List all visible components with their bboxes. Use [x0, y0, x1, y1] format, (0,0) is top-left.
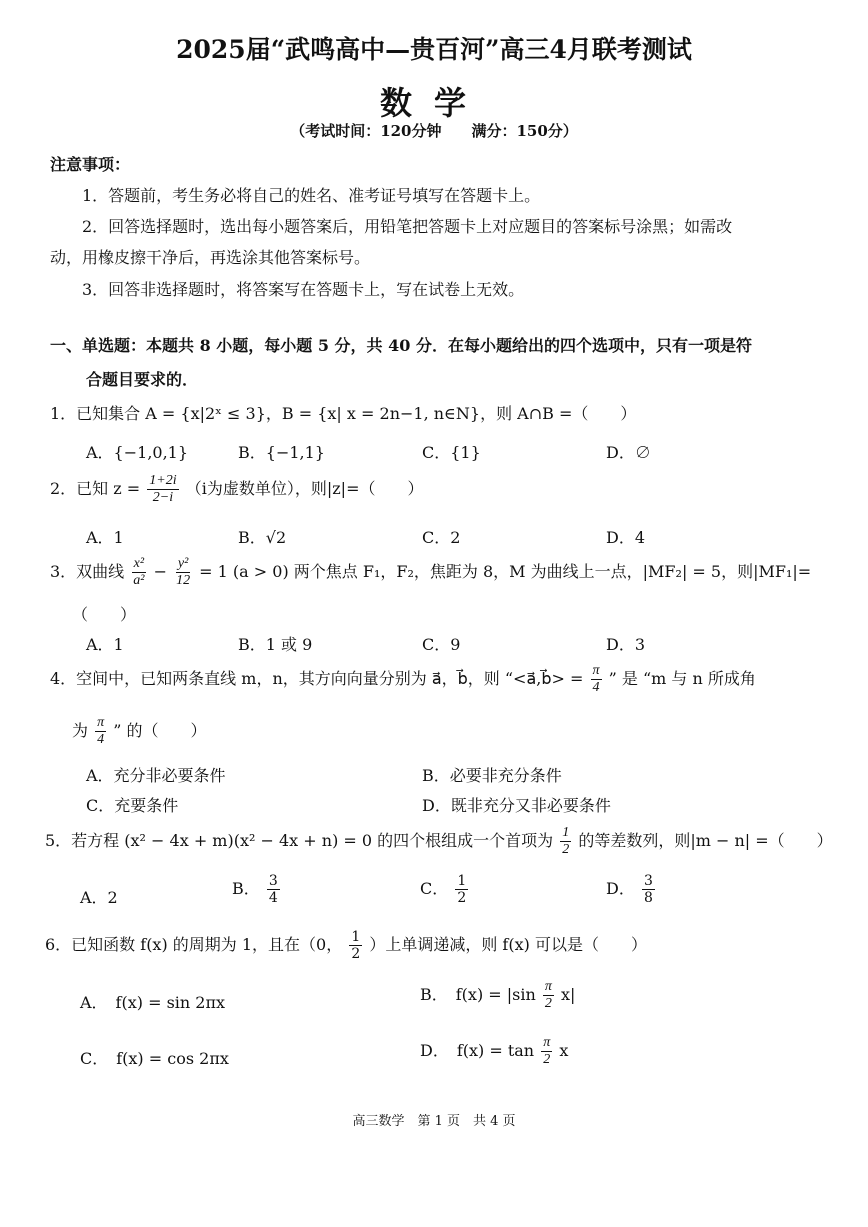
q2-denominator: 2−i [152, 490, 174, 505]
q2-option-c: C．2 [422, 528, 461, 547]
q1-option-d: D．∅ [606, 443, 651, 462]
notice-item-3: 3．回答非选择题时，将答案写在答题卡上，写在试卷上无效。 [82, 280, 525, 299]
q3-option-c: C．9 [422, 635, 461, 654]
q4-option-d: D．既非充分又非必要条件 [422, 796, 611, 815]
q2-stem-pre: 2．已知 z = [50, 479, 141, 498]
q1-stem: 1．已知集合 A = {x|2ˣ ≤ 3}，B = {x| x = 2n−1, n∈N}，则 A∩B =（ ） [50, 404, 637, 423]
q5-stem-pre: 5．若方程 (x² − 4x + m)(x² − 4x + n) = 0 的四个根组成一个首项为 [45, 831, 554, 850]
q3-option-b: B．1 或 9 [238, 635, 313, 654]
q5-option-c-numerator: 1 [457, 873, 467, 889]
notice-heading: 注意事项： [50, 155, 131, 174]
q3-option-a: A．1 [86, 635, 124, 654]
section-heading-a: 一、单选题：本题共 8 小题，每小题 5 分，共 40 分．在每小题给出的四个选项中，只有一项是符 [50, 336, 752, 355]
q5-option-c-fraction [455, 874, 468, 905]
q5-option-a: A．2 [80, 888, 118, 907]
q6-option-b-denominator: 2 [544, 996, 552, 1011]
q3-fraction-2 [174, 557, 192, 588]
q4-option-b: B．必要非充分条件 [422, 766, 562, 785]
notice-item-2b: 动，用橡皮擦干净后，再选涂其他答案标号。 [50, 248, 371, 267]
q2-option-b: B．√2 [238, 528, 287, 547]
q6-option-b-post: x| [561, 985, 576, 1004]
notice-item-2a: 2．回答选择题时，选出每小题答案后，用铅笔把答题卡上对应题目的答案标号涂黑；如需改 [82, 217, 733, 236]
q3-numerator-2: y² [177, 556, 189, 571]
page-footer: 高三数学 第 1 页 共 4 页 [352, 1114, 516, 1129]
q5-option-d-denominator: 8 [643, 890, 653, 906]
q5-option-c-denominator: 2 [457, 890, 467, 906]
q6-option-b-pre: B． f(x) = |sin [420, 985, 536, 1004]
q3-option-d: D．3 [606, 635, 646, 654]
q4-denominator: 4 [592, 680, 600, 695]
q4-stem-pre: 4．空间中，已知两条直线 m，n，其方向向量分别为 a⃗，b⃗，则 “<a⃗,b⃗> = [50, 669, 584, 688]
q5-option-d-label: D． [606, 879, 635, 898]
q4-line2-pre: 为 [72, 721, 89, 740]
q5-option-c [420, 874, 470, 905]
q6-option-c: C． f(x) = cos 2πx [80, 1049, 229, 1068]
q5-option-b [232, 874, 282, 905]
q3-denominator-2: 12 [176, 573, 191, 588]
q4-line2-post: ” 的（ ） [113, 721, 207, 740]
q5-option-b-denominator: 4 [268, 890, 278, 906]
q6-denominator: 2 [351, 946, 361, 962]
q2-option-a: A．1 [86, 528, 124, 547]
q5-fraction [560, 826, 571, 857]
q5-stem [45, 826, 833, 857]
q4-fraction [591, 664, 602, 695]
q2-stem [50, 474, 423, 505]
q5-option-d-numerator: 3 [643, 873, 653, 889]
q4-stem-post: ” 是 “m 与 n 所成角 [608, 669, 756, 688]
q2-fraction [147, 474, 178, 505]
q1-option-a: A．{−1,0,1} [86, 443, 189, 462]
q2-numerator: 1+2i [149, 473, 177, 488]
q5-numerator: 1 [562, 825, 570, 840]
q2-option-d: D．4 [606, 528, 646, 547]
q6-option-d-pre: D． f(x) = tan [420, 1041, 535, 1060]
q6-option-d-fraction [541, 1036, 552, 1067]
q5-option-b-numerator: 3 [268, 873, 278, 889]
q6-option-b [420, 980, 575, 1011]
q3-stem [50, 557, 811, 588]
q1-option-c: C．{1} [422, 443, 481, 462]
q5-option-c-label: C． [420, 879, 449, 898]
q6-option-b-numerator: π [544, 979, 552, 994]
q6-fraction [349, 930, 362, 961]
q6-numerator: 1 [351, 929, 361, 945]
q6-stem-post: ）上单调递减，则 f(x) 可以是（ ） [369, 935, 647, 954]
q6-option-d-numerator: π [543, 1035, 551, 1050]
exam-info: （考试时间：120分钟 满分：150分） [290, 122, 578, 140]
q6-stem [45, 930, 647, 961]
q6-option-d [420, 1036, 568, 1067]
q4-line2-denominator: 4 [97, 732, 105, 747]
q2-stem-post: （i为虚数单位），则|z|=（ ） [185, 479, 424, 498]
q4-line2-numerator: π [97, 715, 105, 730]
q5-stem-post: 的等差数列，则|m − n| =（ ） [578, 831, 833, 850]
q3-denominator-1: a² [133, 573, 145, 588]
q3-stem-line2: （ ） [72, 605, 137, 624]
q5-denominator: 2 [562, 842, 570, 857]
q4-numerator: π [592, 663, 600, 678]
q4-stem [50, 664, 756, 695]
q3-stem-post: = 1 (a > 0) 两个焦点 F₁，F₂，焦距为 8，M 为曲线上一点，|MF₂| = 5，则|MF₁|= [199, 562, 812, 581]
q5-option-d-fraction [642, 874, 655, 905]
q4-line2-fraction [95, 716, 106, 747]
q3-minus: − [153, 562, 167, 581]
q4-option-a: A．充分非必要条件 [86, 766, 226, 785]
q6-stem-pre: 6．已知函数 f(x) 的周期为 1，且在（0， [45, 935, 343, 954]
q6-option-b-fraction [543, 980, 554, 1011]
subject-title: 数学 [379, 84, 488, 122]
q5-option-b-fraction [267, 874, 280, 905]
notice-item-1: 1．答题前，考生务必将自己的姓名、准考证号填写在答题卡上。 [82, 186, 541, 205]
section-heading-b: 合题目要求的． [86, 370, 199, 389]
q6-option-d-post: x [559, 1041, 569, 1060]
q6-option-d-denominator: 2 [543, 1052, 551, 1067]
q4-option-c: C．充要条件 [86, 796, 179, 815]
exam-title: 2025届“武鸣高中—贵百河”高三4月联考测试 [176, 35, 692, 64]
q3-stem-pre: 3．双曲线 [50, 562, 125, 581]
q1-option-b: B．{−1,1} [238, 443, 325, 462]
q5-option-d [606, 874, 657, 905]
q6-option-a: A． f(x) = sin 2πx [80, 993, 226, 1012]
q4-stem-line2 [72, 716, 207, 747]
q3-fraction-1 [131, 557, 146, 588]
q5-option-b-label: B． [232, 879, 260, 898]
q3-numerator-1: x² [133, 556, 145, 571]
